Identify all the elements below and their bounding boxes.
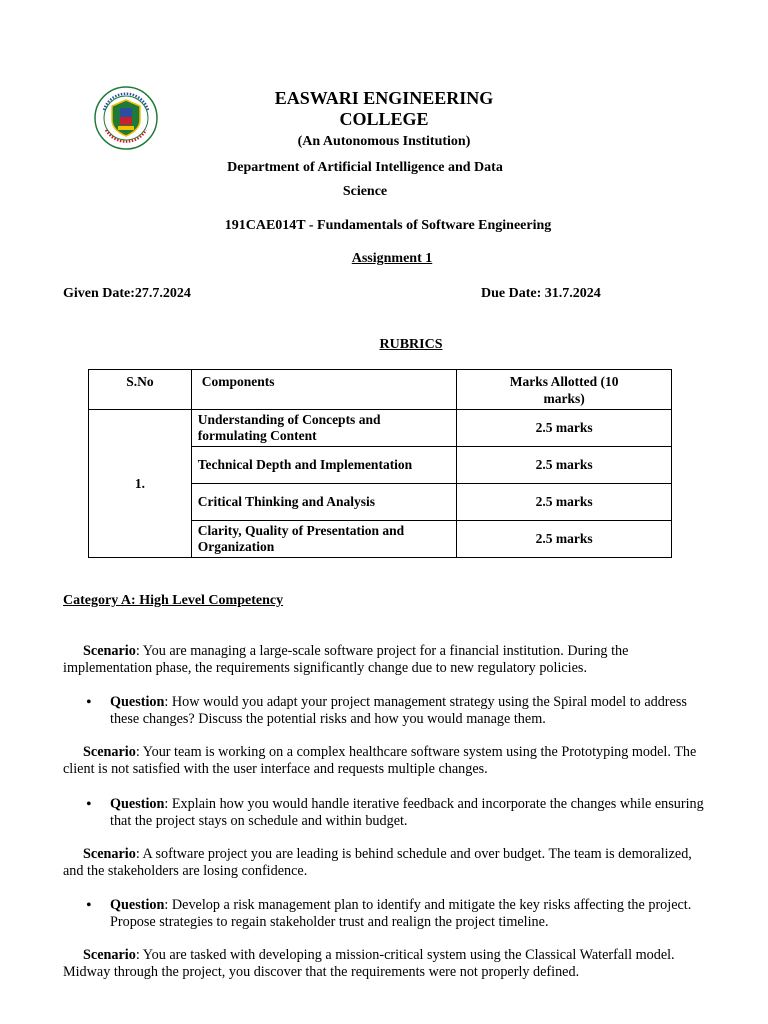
question-label: Question [110,796,165,812]
rubric-table [88,369,672,558]
bullet-icon: • [86,897,92,914]
scenario-paragraph [63,846,708,880]
scenario-label: Scenario [83,846,136,862]
college-subtitle: (An Autonomous Institution) [297,134,471,149]
department-line1: Department of Artificial Intelligence and Data [227,160,503,175]
scenario-label: Scenario [83,643,136,659]
table-row [89,410,672,447]
college-name [0,88,768,130]
serial-number: 1. [89,410,192,558]
category-heading: Category A: High Level Competency [63,593,284,608]
component-cell: Understanding of Concepts and formulating Content [191,410,456,447]
component-cell: Clarity, Quality of Presentation and Organization [191,521,456,558]
header-marks: Marks Allotted (10 marks) [457,370,672,410]
question-label: Question [110,694,165,710]
scenario-paragraph [63,947,708,981]
marks-cell: 2.5 marks [457,484,672,521]
header-components: Components [191,370,456,410]
course-title: 191CAE014T - Fundamentals of Software Engineering [224,218,552,233]
department-line2: Science [342,184,388,199]
question-text: : How would you adapt your project management strategy using the Spiral model to address these changes? Discuss the potential risks and how you would manage them. [110,694,687,727]
header-sno: S.No [89,370,192,410]
component-cell: Critical Thinking and Analysis [191,484,456,521]
college-name-line2: COLLEGE [339,109,429,129]
bullet-icon: • [86,796,92,813]
scenario-paragraph [63,744,708,778]
given-date: Given Date:27.7.2024 [63,286,191,301]
scenario-text: : You are tasked with developing a mission-critical system using the Classical Waterfall model. Midway through the project, you discover that the requirements were not properly defined. [63,947,675,980]
marks-cell: 2.5 marks [457,447,672,484]
component-cell: Technical Depth and Implementation [191,447,456,484]
question-label: Question [110,897,165,913]
college-name-line1: EASWARI ENGINEERING [274,88,494,108]
question-text: : Explain how you would handle iterative feedback and incorporate the changes while ensuring that the project stays on schedule and within budget. [110,796,704,829]
scenario-paragraph [63,643,708,677]
scenario-label: Scenario [83,947,136,963]
assignment-title: Assignment 1 [351,251,433,266]
question-text: : Develop a risk management plan to identify and mitigate the key risks affecting the project. Propose strategies to regain stakeholder trust and realign the project timeline. [110,897,692,930]
bullet-icon: • [86,694,92,711]
scenario-text: : You are managing a large-scale software project for a financial institution. During the implementation phase, the requirements significantly change due to new regulatory policies. [63,643,629,676]
marks-cell: 2.5 marks [457,410,672,447]
question-paragraph [110,796,708,830]
question-paragraph [110,694,708,728]
due-date: Due Date: 31.7.2024 [481,286,601,301]
marks-cell: 2.5 marks [457,521,672,558]
rubrics-heading: RUBRICS [379,337,443,352]
table-header-row [89,370,672,410]
scenario-text: : Your team is working on a complex healthcare software system using the Prototyping model. The client is not satisfied with the user interface and requests multiple changes. [63,744,697,777]
scenario-label: Scenario [83,744,136,760]
question-paragraph [110,897,708,931]
scenario-text: : A software project you are leading is behind schedule and over budget. The team is demoralized, and the stakeholders are losing confidence. [63,846,692,879]
